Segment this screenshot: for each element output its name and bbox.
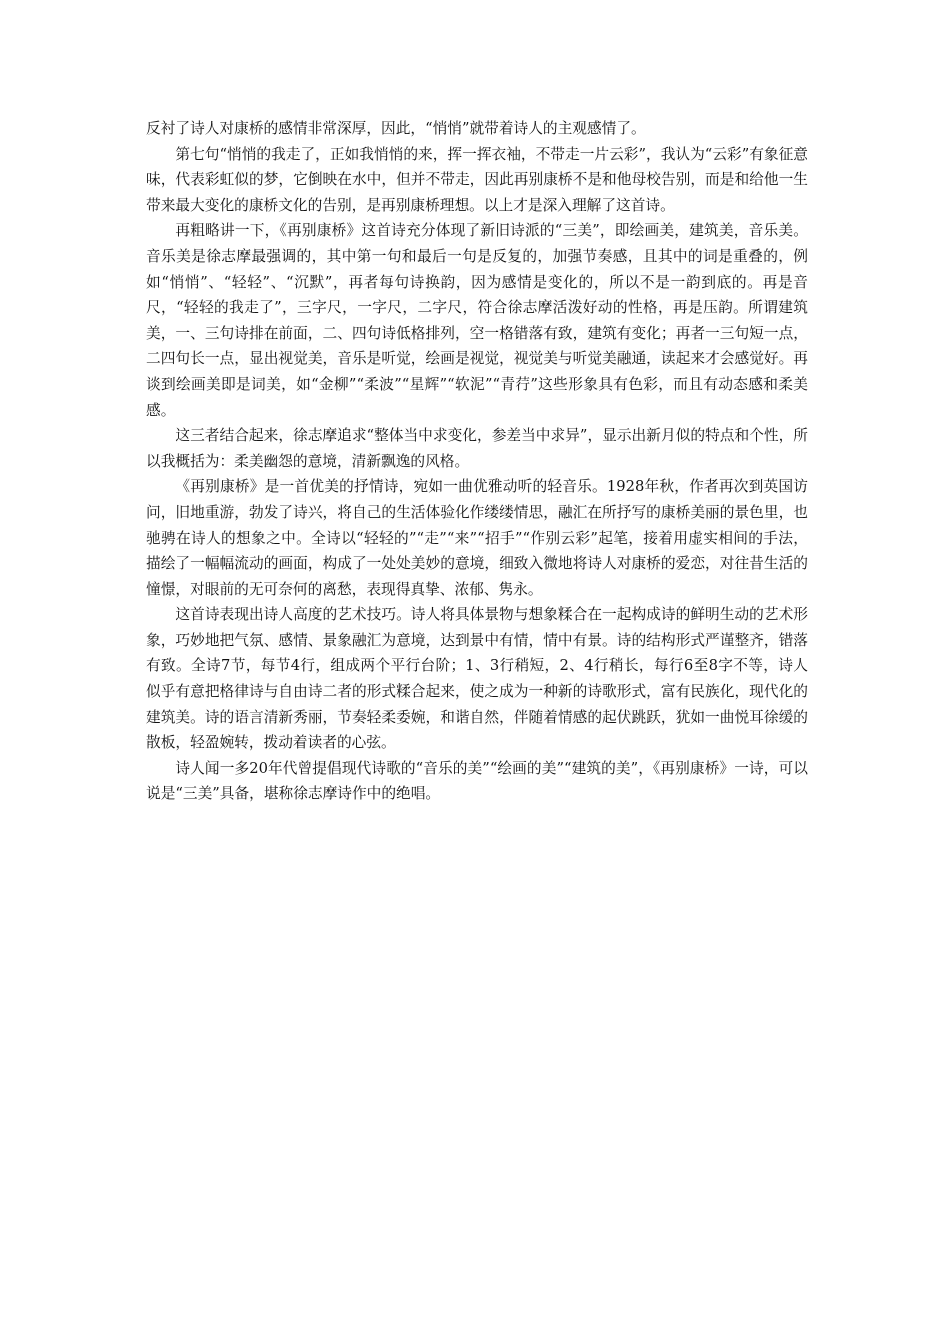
paragraph-3: 再粗略讲一下，《再别康桥》这首诗充分体现了新旧诗派的“三美”，即绘画美，建筑美，音乐美。音乐美是徐志摩最强调的，其中第一句和最后一句是反复的，加强节奏感，且其中的词是重叠的，例如“悄悄”、“轻轻”、“沉默”，再者每句诗换韵，因为感情是变化的，所以不是一韵到底的。再是音尺，“轻轻的我走了”，三字尺，一字尺，二字尺，符合徐志摩活泼好动的性格，再是压韵。所谓建筑美，一、三句诗排在前面，二、四句诗低格排列，空一格错落有致，建筑有变化；再者一三句短一点，二四句长一点，显出视觉美，音乐是听觉，绘画是视觉，视觉美与听觉美融通，读起来才会感觉好。再谈到绘画美即是词美，如“金柳”“柔波”“星辉”“软泥”“青荇”这些形象具有色彩，而且有动态感和柔美感。 xyxy=(146,222,808,419)
paragraph-4: 这三者结合起来，徐志摩追求“整体当中求变化，参差当中求异”，显示出新月似的特点和个性，所以我概括为：柔美幽怨的意境，清新飘逸的风格。 xyxy=(146,427,808,470)
paragraph-1: 反衬了诗人对康桥的感情非常深厚，因此，“悄悄”就带着诗人的主观感情了。 xyxy=(146,120,646,137)
paragraph-5: 《再别康桥》是一首优美的抒情诗，宛如一曲优雅动听的轻音乐。1928年秋，作者再次到英国访问，旧地重游，勃发了诗兴，将自己的生活体验化作缕缕情思，融汇在所抒写的康桥美丽的景色里，也驰骋在诗人的想象之中。全诗以“轻轻的”“走”“来”“招手”“作别云彩”起笔，接着用虚实相间的手法，描绘了一幅幅流动的画面，构成了一处处美妙的意境，细致入微地将诗人对康桥的爱恋，对往昔生活的憧憬，对眼前的无可奈何的离愁，表现得真挚、浓郁、隽永。 xyxy=(146,478,808,598)
document-body xyxy=(146,116,808,807)
paragraph-7: 诗人闻一多20年代曾提倡现代诗歌的“音乐的美”“绘画的美”“建筑的美”，《再别康桥》一诗，可以说是“三美”具备，堪称徐志摩诗作中的绝唱。 xyxy=(146,759,808,803)
paragraph-6: 这首诗表现出诗人高度的艺术技巧。诗人将具体景物与想象糅合在一起构成诗的鲜明生动的艺术形象，巧妙地把气氛、感情、景象融汇为意境，达到景中有情，情中有景。诗的结构形式严谨整齐，错落有致。全诗7节，每节4行，组成两个平行台阶；1、3行稍短，2、4行稍长，每行6至8字不等，诗人似乎有意把格律诗与自由诗二者的形式糅合起来，使之成为一种新的诗歌形式，富有民族化，现代化的建筑美。诗的语言清新秀丽，节奏轻柔委婉，和谐自然，伴随着情感的起伏跳跃，犹如一曲悦耳徐缓的散板，轻盈婉转，拨动着读者的心弦。 xyxy=(146,606,808,752)
paragraph-2: 第七句“悄悄的我走了，正如我悄悄的来，挥一挥衣袖，不带走一片云彩”，我认为“云彩”有象征意味，代表彩虹似的梦，它倒映在水中，但并不带走，因此再别康桥不是和他母校告别，而是和给他一生带来最大变化的康桥文化的告别，是再别康桥理想。以上才是深入理解了这首诗。 xyxy=(146,145,808,214)
